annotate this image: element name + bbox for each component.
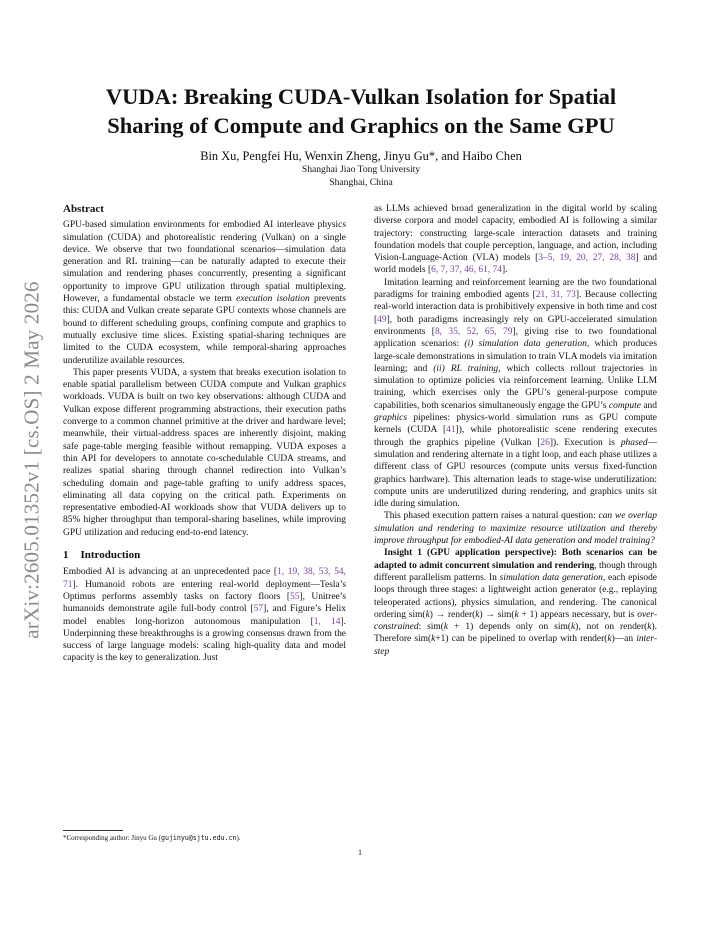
page-number: 1 [358,848,362,857]
math-var: k [475,609,480,620]
emphasis-text: compute [608,400,641,411]
intro-paragraph-1 [63,566,346,664]
intro-text: Embodied AI is advancing at an unprecedented pace [ [63,567,277,578]
insight-heading: Insight 1 (GPU application perspective): Both scenarios can be adapted to admit concurrent simulation and rendering [374,548,657,571]
arxiv-side-stamp [10,240,54,680]
body-text: )—an [611,634,637,645]
body-text: ], giving rise to two foundational application scenarios: [374,326,658,350]
section-heading-introduction [63,549,346,561]
intro-text: ], Unitree’s humanoids demonstrate agile full-body control [ [63,591,346,615]
emphasis-text: simulation data generation [499,572,603,583]
body-text: , which collects rollout trajectories in simulation to optimize policies via reinforcement learning. Unlike LLM training, which exercises only the GPU’s general-purpose compute capabilities, both scenarios simultaneously engage the GPU’s [374,363,657,411]
footnote [63,833,363,843]
body-text: and [640,400,657,411]
intro-text: ]. Humanoid robots are entering real-world deployment—Tesla’s Optimus performs assembly tasks on factory floors [ [63,579,346,602]
body-text: ]), while photorealistic scene rendering executes through the graphics pipeline (Vulkan [ [374,425,657,448]
research-question: can we overlap simulation and rendering to maximize resource utilization and thereby improve throughput for embodied-AI data generation and model training? [374,511,657,547]
right-paragraph-1 [374,203,657,277]
body-text: : sim( [418,622,444,633]
emphasis-text: inter-step [374,634,657,657]
emphasis-text: graphics [374,413,408,424]
math-var: k [607,634,612,645]
citation-link[interactable]: 26 [540,437,550,448]
abstract-paragraph-2: This paper presents VUDA, a system that breaks execution isolation to enable spatial parallelism between CUDA compute and Vulkan graphics workloads. VUDA is built on two key observations: although CUDA and Vulkan expose different programming abstractions, their execution paths converge to a common channel primitive at the driver and hardware level; meanwhile, their virtual-address spaces are inherently disjoint, making safe page-table merging feasible without remapping. VUDA exposes a thin API for developers to annotate co-schedulable CUDA streams, and realizes spatial sharing through channel redirection into Vulkan’s scheduling domain and page-table grafting to unify address spaces, eliminating all data copying on the critical path. Experiments on representative embodied-AI workloads show that VUDA delivers up to 85% higher throughput than temporal-sharing baselines, while improving GPU utilization and reducing end-to-end latency. [63,367,346,538]
citation-link[interactable]: 21, 31, 73 [535,290,576,301]
paper-title [62,82,660,140]
title-line-1: VUDA: Breaking CUDA-Vulkan Isolation for Spatial [105,84,617,109]
math-var: k [514,609,519,620]
math-var: k [431,634,436,645]
intro-text: ], and Figure’s Helix model enables long-horizon autonomous manipulation [ [63,604,346,627]
citation-link[interactable]: 3–5, 19, 20, 27, 28, 38 [538,253,636,264]
citation-link[interactable]: 57 [253,604,264,615]
citation-link[interactable]: 55 [290,591,300,602]
affiliation-institution: Shanghai Jiao Tong University [301,164,421,175]
abstract-p1-text-b: prevents this: CUDA and Vulkan create separate GPU contexts whose channels are bound to different scheduling groups, confining compute and graphics to mutually exclusive time slices. Existing spatial-sharing techniques are limited to the CUDA ecosystem, while temporal-sharing approaches underutilize available resources. [63,294,346,366]
body-text: ). Therefore sim( [374,622,657,645]
math-var: k [443,622,449,633]
citation-link[interactable]: 41 [446,425,456,436]
body-text: ) → render( [429,609,476,620]
body-text: , each episode loops through three stages: a lightweight action generator (e.g., replaying teleoperated actions), physics simulation, and rendering. The canonical ordering sim( [374,572,657,620]
math-var: k [647,622,652,633]
body-text: ], both paradigms increasingly rely on GPU-accelerated simulation environments [ [374,314,657,337]
right-paragraph-2 [374,277,657,511]
footnote-email: gujinyu@sjtu.edu.cn [161,834,237,842]
body-text: ]). Execution is [549,437,621,448]
title-line-2: Sharing of Compute and Graphics on the Same GPU [107,113,615,138]
abstract-p1-emphasis: execution isolation [236,294,310,305]
emphasis-text: phased [620,437,648,448]
body-text: + 1) appears necessary, but is [518,609,638,620]
body-text: +1) can be pipelined to overlap with render( [435,634,608,645]
abstract-p1-text-a: GPU-based simulation environments for embodied AI interleave physics simulation (CUDA) and photorealistic rendering (Vulkan) on a single device. We observe that two foundational scenarios—simulation data generation and RL training—can be naturally adapted to execute their simulation and rendering phases concurrently, presenting a significant opportunity to improve GPU utilization through spatial multiplexing. However, a fundamental obstacle we term [63,220,346,305]
citation-link[interactable]: 6, 7, 37, 46, 61, 74 [431,265,502,276]
right-paragraph-3 [374,510,657,547]
body-text: ] and world models [ [374,253,658,276]
body-text: pipelines: physics-world simulation runs as GPU compute kernels (CUDA [ [374,413,657,436]
body-text: , though through different parallelism patterns. In [374,560,658,583]
math-var: k [570,622,576,633]
body-text: This phased execution pattern raises a natural question: [384,511,599,522]
body-text: —simulation and rendering alternate in a tight loop, and each phase utilizes a different class of GPU resources (compute units versus fixed-function graphics hardware). This alternation leads to stage-wise underutilization: compute units are underutilized during rendering, and graphics units sit idle during simulation. [374,437,657,510]
arxiv-stamp-text: arXiv:2605.01352v1 [cs.OS] 2 May 2026 [19,281,44,639]
citation-link[interactable]: 1, 19, 38, 53, 54, 71 [63,567,346,590]
emphasis-text: (ii) RL training [433,363,499,374]
body-text: + 1) depends only on sim( [448,622,571,633]
body-text: Imitation learning and reinforcement learning are the two foundational paradigms for training embodied agents [ [374,277,657,301]
body-text: ]. Because collecting real-world interaction data is prohibitively expensive in both time and cost [ [374,290,658,325]
citation-link[interactable]: 1, 14 [313,616,341,627]
body-text: ]. [501,265,508,276]
body-text: ) → sim( [479,609,515,620]
affiliation-location: Shanghai, China [329,176,393,188]
footnote-text: ). [236,834,241,842]
right-paragraph-4 [374,547,657,658]
footnote-rule [63,830,123,831]
citation-link[interactable]: 8, 35, 52, 65, 79 [434,326,513,337]
author-list: Bin Xu, Pengfei Hu, Wenxin Zheng, Jinyu Gu*, and Haibo Chen [200,149,522,163]
affiliation [62,164,660,189]
footnote-text: *Corresponding author: Jinyu Gu ( [63,834,161,842]
citation-link[interactable]: 49 [377,314,387,325]
intro-text: ]. Underpinning these breakthroughs is a growing consensus drawn from the success of large language models: scaling high-quality data and model capacity is the key to generalization. Just [63,616,347,664]
left-column [63,200,346,665]
emphasis-text: (i) simulation data generation [464,339,587,350]
right-column [374,203,657,658]
body-text: , which produces large-scale demonstrations in simulation to train VLA models via imitation learning; and [374,339,657,374]
abstract-heading: Abstract [63,203,104,215]
math-var: k [425,609,430,620]
emphasis-text: over-constrained [374,609,657,633]
section-number: 1 [63,549,69,562]
section-title: Introduction [80,549,141,562]
body-text: as LLMs achieved broad generalization in the digital world by scaling diverse corpora and model capacity, embodied AI is following a similar trajectory: constructing large-scale interaction datasets and training foundation models that couple perception, language, and action, including Vision-Language-Action (VLA) models [ [374,204,657,264]
abstract-paragraph-1 [63,219,346,367]
body-text: ), not on render( [575,622,648,633]
